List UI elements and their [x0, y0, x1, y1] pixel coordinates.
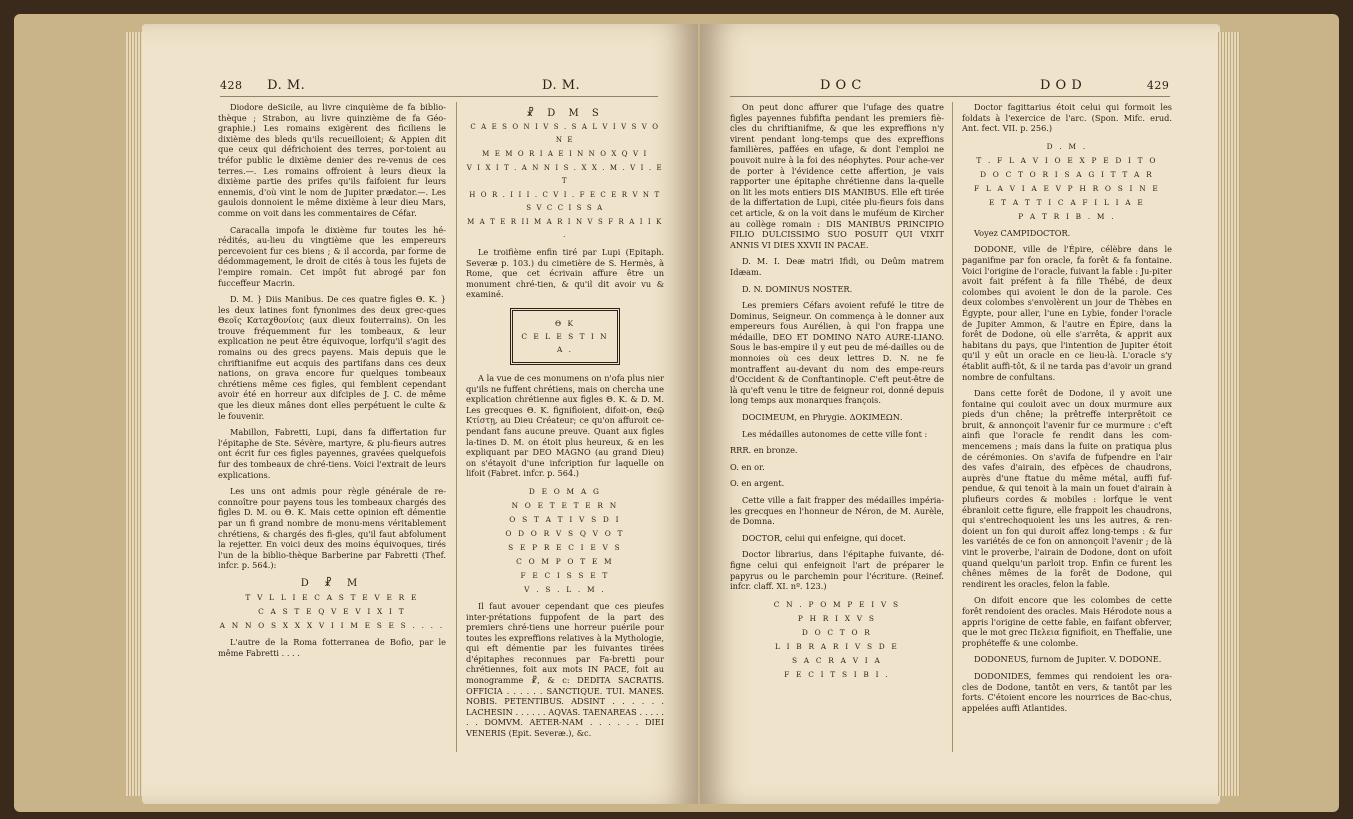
- left-page: [142, 24, 698, 804]
- left-column-rule: [456, 102, 457, 752]
- inscription-line: N O E T E T E R N: [511, 500, 619, 510]
- entry: D. N. DOMINUS NOSTER.: [742, 283, 853, 294]
- paragraph: L'autre de la Roma fotterranea de Bofio, par le même Fabretti . . . .: [218, 636, 446, 658]
- right-header-title-2: D O D: [1040, 78, 1083, 93]
- paragraph: DODONE, ville de l'Épire, célèbre dans le paganifme par fon oracle, fa forêt & fa fontaine. Voici l'origine de l'oracle, fuivant la fable : Ju-piter avoit fait préfent à fa fille Thébé, de deux colombes qui avoient le don de la parole. Ces deux colombes s'envolèrent un jour de Thèbes en Égypte, pour aller, l'une en Lybie, fonder l'oracle de Jupiter Ammon, & l'autre en Épire, dans la forêt de Dodone, où elle s'arrêta, & apprit aux habitans du pays, que l'intention de Jupiter étoit qu'il y eût un oracle en ce lieu-là. L'oracle s'y établit auffi-tôt, & il ne tarda pas d'avoir un grand nombre de confultans.: [962, 244, 1172, 382]
- inscription-line: P H R I X V S: [797, 613, 877, 623]
- inscription-line: D ☧ M: [300, 577, 364, 589]
- right-header-rule: [730, 96, 1170, 97]
- inscription-line: T V L L I E C A S T E V E R E: [245, 592, 419, 602]
- paragraph: Cette ville a fait frapper des médailles impéria-les grecques en l'honneur de Néron, de M. Aurèle, de Domna.: [730, 495, 944, 527]
- paragraph: Caracalla impofa le dixième fur toutes les hé-rédités, au-lieu du vingtième que les empereurs percevoient fur ces biens ; & il accorda, par forme de dédommagement, le droit de cités à tous les fujets de l'empire romain. Cet impôt fut abrogé par fon fucceffeur Macrin.: [218, 224, 446, 288]
- paragraph: Les premiers Céfars avoient refufé le titre de Dominus, Seigneur. On commença à le donner aux empereurs fous Aurélien, à qui l'on frappa une médaille, DEO ET DOMINO NATO AURE-LIANO. Sous le bas-empire il y eut peu de mé-dailles ou de monnoies où ces deux lettres D. N. ne fe montraffent au-devant du nom des empe-reurs d'Occident & de Conftantinople. C'eft peut-être de là qu'eft venu le titre de feigneur roi, donné depuis long temps aux monarques françois.: [730, 300, 944, 406]
- inscription-line: O S T A T I V S D I: [509, 514, 621, 524]
- inscription-tullie: [218, 577, 446, 632]
- paragraph: Il faut avouer cependant que ces pieufes inter-prétations fuppofent de la part des premiers chré-tiens une horreur puérile pour toutes les expreffions relatives à la Mythologie, qui eft démentie par les fuivantes tirées d'épitaphes reconnues par Fa-bretti pour chrétiennes, foit aux mots IN PACE, foit au monogramme ☧, & c: DEDITA SACRATIS. OFFICIA . . . . . . SANCTIQUE. TUI. MANES. NOBIS. PETENTIBUS. ADSINT . . . . . . LACHESIN . . . . . . AQVAS. TAENAREAS . . . . . . . DOMVM. AETER-NAM . . . . . . DIEI VENERIS (Epit. Severæ.), &c.: [466, 600, 664, 739]
- inscription-line: V . S . L . M .: [524, 584, 606, 594]
- list-item: RRR. en bronze.: [730, 445, 798, 456]
- inscription-line: F E C I T S I B I .: [784, 669, 890, 679]
- inscription-line: D E O M A G: [528, 486, 602, 496]
- paragraph: Doctor librarius, dans l'épitaphe fuivante, dé-figne celui qui enfeignoit l'art de préparer le papyrus ou le parchemin pour l'écriture. (Reinef. infcr. claff. XI. nº. 123.): [730, 549, 944, 592]
- paragraph: Mabillon, Fabretti, Lupi, dans fa differtation fur l'épitaphe de Ste. Sévère, martyre, & plu-fieurs autres ont écrit fur ces figles payennes, gravées quelquefois fur des tombeaux de chré-tiens. Voici l'extrait de leurs explications.: [218, 427, 446, 480]
- right-page-number: 429: [1146, 79, 1170, 92]
- inscription-flavio: [962, 140, 1172, 223]
- left-header: [220, 78, 305, 93]
- right-column-1: [730, 102, 944, 686]
- inscription-line: M E M O R I A E I N N O X Q V I: [482, 150, 648, 158]
- left-page-number: 428: [220, 79, 243, 92]
- celestina-box: [510, 308, 620, 365]
- inscription-deo-mag: [466, 485, 664, 596]
- left-header-title-2: D. M.: [542, 78, 581, 93]
- box-line: Θ K: [555, 318, 575, 328]
- inscription-line: P A T R I B . M .: [1018, 211, 1116, 221]
- inscription-line: C N . P O M P E I V S: [773, 599, 901, 609]
- entry: DOCTOR, celui qui enfeigne, qui docet.: [742, 532, 906, 543]
- inscription-line: M A T E R II M A R I N V S F R A I I K .: [467, 218, 663, 239]
- entry: DOCIMEUM, en Phrygie. ΔΟΚΙΜΕΩΝ.: [742, 412, 903, 423]
- inscription-line: A N N O S X X X V I I M E S E S . . . .: [219, 620, 445, 630]
- inscription-line: C O M P O T E M: [516, 556, 614, 566]
- right-page-edges: [1218, 32, 1240, 796]
- inscription-line: ☧ D M S: [526, 108, 604, 119]
- inscription-line: F E C I S S E T: [520, 570, 610, 580]
- paragraph: On peut donc affurer que l'ufage des quatre figles payennes fubfifta pendant les premiers fiè-cles du chriftianifme, & que les expreffions n'y virent pendant long-temps que des expreffions familières, paffées en ufage, & dont l'emploi ne pouvoit nuire à la foi des néophytes. Pour ache-ver de porter à l'évidence cette affertion, je vais rapporter une épitaphe chrétienne dans la-quelle on lit les mots entiers DIS MANIBUS. Elle eft tirée de la differtation de Lupi, citée plu-fieurs fois dans cet article, & on la voit dans le muféum de Kircher au collège romain : DIS MANIBUS PRINCIPIO FILIO DULCISSIMO SUO POSUIT QUI VIXIT ANNIS VI DIES XXVII IN PACAE.: [730, 102, 944, 250]
- inscription-line: C A E S O N I V S . S A L V I V S V O N E: [470, 123, 660, 144]
- entry: D. M. I. Deæ matri Ifidi, ou Deûm matrem Idæam.: [730, 256, 944, 277]
- inscription-line: S E P R E C I E V S: [508, 542, 622, 552]
- open-book: [14, 14, 1339, 812]
- inscription-pompeius: [730, 598, 944, 681]
- paragraph: Doctor fagittarius étoit celui qui formoit les foldats à l'exercice de l'arc. (Spon. Mifc. erud. Ant. fect. VII. p. 256.): [962, 102, 1172, 134]
- inscription-line: D O C T O R: [801, 627, 873, 637]
- inscription-line: D O C T O R I S A G I T T A R: [980, 169, 1154, 179]
- right-header-title-1: D O C: [820, 78, 862, 93]
- inscription-line: L I B R A R I V S D E: [774, 641, 900, 651]
- paragraph: DODONIDES, femmes qui rendoient les ora-cles de Dodone, tantôt en vers, & tantôt par les forts. C'étoient encore les nourrices de Bac-chus, appelées auffi Atlantides.: [962, 670, 1172, 713]
- paragraph: D. M. } Diis Manibus. De ces quatre figles Θ. K. } les deux latines font fynonimes des deux grec-ques Θεοῖς Καταχθονίοις (aux dieux fouterrains). On les trouve fréquemment fur les tombeaux, & leur explication ne peut être équivoque, lorfqu'il s'agit des romains ou des grecs payens. Mais depuis que le chriftianifme eut acquis des partifans dans ces deux nations, on grava encore fur quelques tombeaux chrétiens même ces figles, qui femblent cependant avoir été en horreur aux difciples de J. C. de même que les dieux mânes dont elles perpétuent le culte & le fouvenir.: [218, 294, 446, 421]
- inscription-line: V I X I T . A N N I S . X X . M . V I . E T: [466, 164, 664, 185]
- left-column-2: [466, 102, 664, 745]
- left-header-rule: [220, 96, 658, 97]
- right-column-2: [962, 102, 1172, 719]
- paragraph: A la vue de ces monumens on n'ofa plus nier qu'ils ne fuffent chrétiens, mais on chercha une explication chrétienne aux figles Θ. K. & D. M. Les grecques Θ. K. fignifioient, difoit-on, Θεῷ Κτίστῃ, au Dieu Créateur; ce qu'on affuroit ce-pendant fans aucune preuve. Quant aux figles la-tines D. M. on étoit plus heureux, & en les expliquant par DEO MAGNO (au grand Dieu) on s'étayoit d'une infcription fur laquelle on lifoit (Fabret. infcr. p. 564.): [466, 372, 664, 479]
- inscription-line: H O R . I I I . C V I . F E C E R V N T S V C C I S S A: [469, 191, 661, 212]
- entry: Voyez CAMPIDOCTOR.: [974, 227, 1071, 238]
- inscription-line: C A S T E Q V E V I X I T: [258, 606, 406, 616]
- paragraph: Le troifième enfin tiré par Lupi (Epitaph. Severæ p. 103.) du cimetière de S. Hermès, à Rome, que cet écrivain affure être un monument chré-tien, & qu'il dit avoir vu & examiné.: [466, 247, 664, 300]
- list-item: O. en argent.: [730, 478, 785, 489]
- paragraph: Les médailles autonomes de cette ville font :: [742, 428, 928, 439]
- inscription-line: T . F L A V I O E X P E D I T O: [976, 155, 1158, 165]
- list-item: O. en or.: [730, 461, 765, 472]
- box-line: C E L E S T I N A .: [521, 331, 609, 354]
- right-page: [700, 24, 1220, 804]
- paragraph: Diodore deSicile, au livre cinquième de fa biblio-thèque ; Strabon, au livre quinzième de fa Géo-graphie.) Les romains exigèrent des ficiliens le dixième des bleds qu'ils recueilloient; & Appien dit que ceux qui défrichoient des terres, por-toient au tréfor public le dixième denier des re-venus de ces terres.—. Les romains offroient à leurs dieux la dixième partie des prifes qu'ils faifoient fur leurs ennemis, d'où vint le nom de Jupiter prædator.—. Les gaulois donnoient le même dixième à leur dieu Mars, comme on voit dans les commentaires de Céfar.: [218, 102, 446, 218]
- inscription-line: S A C R A V I A: [792, 655, 882, 665]
- inscription-line: E T A T T I C A F I L I A E: [989, 197, 1145, 207]
- paragraph: Dans cette forêt de Dodone, il y avoit une fontaine qui couloit avec un doux murmure aux pieds d'un chêne; la prêtreffe interprêtoit ce bruit, & annonçoit l'avenir fur ce murmure : c'eft ainfi que l'oracle fe rendit dans les com-mencemens ; mais dans la fuite on pratiqua plus de cérémonies. On s'avifa de fufpendre en l'air des vafes d'airain, des efpèces de chaudrons, auprès d'une ftatue du même métal, auffi fuf-pendue, & qui tenoit à la main un fouet d'airain à plufieurs cordes & mobiles : lorfque le vent ébranloit cette figure, elle frappoit les chaudrons, qui s'entrechoquoient les uns les autres, & ren-doient un fon qui duroit affez long-temps : & fur les variétés de ce fon on annonçoit l'avenir ; de là vint le proverbe, l'airain de Dodone, dont on ufoit quand quelqu'un parloit trop. Enfin ce furent les chênes mêmes de la forêt de Dodone, qui rendirent les oracles, felon la fable.: [962, 388, 1172, 589]
- right-header: [1040, 78, 1169, 93]
- entry: DODONEUS, furnom de Jupiter. V. DODONE.: [974, 654, 1162, 665]
- paragraph: On difoit encore que les colombes de cette forêt rendoient des oracles. Mais Hérodote nous a appris l'origine de cette fable, en faifant obferver, que le mot grec Πελεια fignifioit, en Theffalie, une prophéteffe & une colombe.: [962, 595, 1172, 648]
- inscription-line: D . M .: [1046, 141, 1088, 151]
- inscription-line: O D O R V S Q V O T: [505, 528, 625, 538]
- right-column-rule: [952, 102, 953, 752]
- inscription-caesonius: [466, 107, 664, 242]
- paragraph: Les uns ont admis pour règle générale de re-connoître pour payens tous les tombeaux chargés des figles D. M. ou Θ. K. Mais cette opinion eft démentie par un fi grand nombre de monu-mens véritablement chrétiens, & chargés des fi-gles, qu'il faut abfolument la rejetter. En voici deux des moins équivoques, tirés l'un de la biblio-thèque Barberine par Fabretti (Thef. infcr. p. 564.):: [218, 486, 446, 571]
- left-header-title-1: D. M.: [267, 78, 306, 93]
- left-column-1: [218, 102, 446, 664]
- inscription-line: F L A V I A E V P H R O S I N E: [973, 183, 1161, 193]
